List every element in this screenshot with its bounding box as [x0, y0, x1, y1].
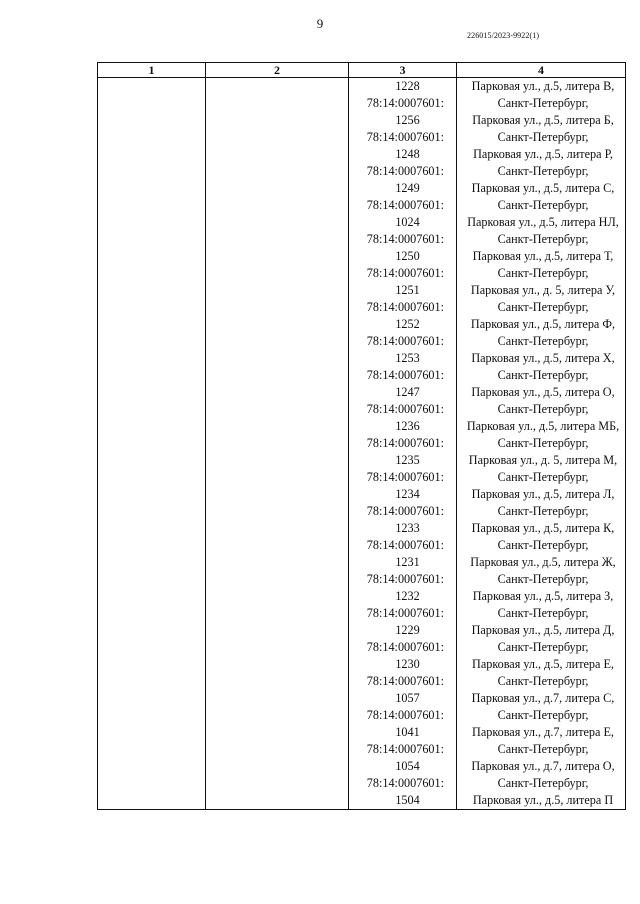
- address-city: Санкт-Петербург,: [497, 708, 589, 722]
- cadastral-number-suffix: 1247: [395, 385, 420, 399]
- cadastral-number-prefix: 78:14:0007601:: [366, 640, 444, 654]
- address-city: Санкт-Петербург,: [497, 130, 589, 144]
- address-city: Санкт-Петербург,: [497, 164, 589, 178]
- cadastral-number-prefix: 78:14:0007601:: [366, 300, 444, 314]
- address-street: Парковая ул., д.5, литера МБ,: [466, 419, 620, 433]
- address-street: Парковая ул., д.5, литера Х,: [471, 351, 615, 365]
- address-street: Парковая ул., д.7, литера Е,: [472, 725, 614, 739]
- address-city: Санкт-Петербург,: [497, 266, 589, 280]
- address-city: Санкт-Петербург,: [497, 742, 589, 756]
- cadastral-number-prefix: 78:14:0007601:: [366, 402, 444, 416]
- address-street: Парковая ул., д.5, литера З,: [472, 589, 614, 603]
- address-street: Парковая ул., д.5, литера Р,: [473, 147, 613, 161]
- address-city: Санкт-Петербург,: [497, 674, 589, 688]
- address-street: Парковая ул., д.5, литера О,: [471, 385, 615, 399]
- address-street: Парковая ул., д. 5, литера У,: [470, 283, 616, 297]
- address-city: Санкт-Петербург,: [497, 402, 589, 416]
- address-street: Парковая ул., д.7, литера О,: [471, 759, 615, 773]
- address-city: Санкт-Петербург,: [497, 640, 589, 654]
- address-street: Парковая ул., д.7, литера С,: [471, 691, 615, 705]
- address-street: Парковая ул., д.5, литера С,: [471, 181, 615, 195]
- cadastral-number-suffix: 1249: [395, 181, 420, 195]
- cadastral-number-suffix: 1229: [395, 623, 420, 637]
- cadastral-number-suffix: 1024: [395, 215, 420, 229]
- address-street: Парковая ул., д.5, литера НЛ,: [467, 215, 619, 229]
- cadastral-number-prefix: 78:14:0007601:: [366, 470, 444, 484]
- address-city: Санкт-Петербург,: [497, 368, 589, 382]
- cadastral-number-suffix: 1233: [395, 521, 420, 535]
- column-header-4: 4: [457, 63, 626, 78]
- cadastral-number-suffix: 1232: [395, 589, 420, 603]
- cadastral-number-suffix: 1235: [395, 453, 420, 467]
- cadastral-number-suffix: 1248: [395, 147, 420, 161]
- cadastral-number-prefix: 78:14:0007601:: [366, 708, 444, 722]
- address-city: Санкт-Петербург,: [497, 776, 589, 790]
- cadastral-number-suffix: 1054: [395, 759, 420, 773]
- cadastral-number-prefix: 78:14:0007601:: [366, 232, 444, 246]
- address-street: Парковая ул., д.5, литера Л,: [471, 487, 615, 501]
- address-city: Санкт-Петербург,: [497, 606, 589, 620]
- cadastral-number-suffix: 1230: [395, 657, 420, 671]
- column-header-2: 2: [206, 63, 349, 78]
- cadastral-number-prefix: 78:14:0007601:: [366, 776, 444, 790]
- address-street: Парковая ул., д.5, литера Е,: [472, 657, 614, 671]
- cadastral-number-prefix: 78:14:0007601:: [366, 674, 444, 688]
- cadastral-number-prefix: 78:14:0007601:: [366, 164, 444, 178]
- cadastral-number-prefix: 78:14:0007601:: [366, 606, 444, 620]
- cadastral-number-prefix: 78:14:0007601:: [366, 436, 444, 450]
- cadastral-number-suffix: 1236: [395, 419, 420, 433]
- cadastral-number-prefix: 78:14:0007601:: [366, 198, 444, 212]
- address-city: Санкт-Петербург,: [497, 96, 589, 110]
- cadastral-number-prefix: 78:14:0007601:: [366, 368, 444, 382]
- cadastral-number-suffix: 1256: [395, 113, 420, 127]
- cell-col-2: [206, 78, 349, 810]
- address-city: Санкт-Петербург,: [497, 232, 589, 246]
- address-city: Санкт-Петербург,: [497, 470, 589, 484]
- address-street: Парковая ул., д.5, литера Д,: [471, 623, 615, 637]
- cadastral-number-suffix: 1250: [395, 249, 420, 263]
- address-city: Санкт-Петербург,: [497, 334, 589, 348]
- address-city: Санкт-Петербург,: [497, 538, 589, 552]
- address-cell: [457, 78, 626, 810]
- address-city: Санкт-Петербург,: [497, 572, 589, 586]
- address-street: Парковая ул., д.5, литера Ж,: [470, 555, 616, 569]
- cadastral-number-prefix: 78:14:0007601:: [366, 96, 444, 110]
- address-city: Санкт-Петербург,: [497, 198, 589, 212]
- page-number: 9: [316, 16, 324, 31]
- cadastral-number-suffix: 1234: [395, 487, 420, 501]
- column-header-1: 1: [98, 63, 206, 78]
- cell-col-1: [98, 78, 206, 810]
- cadastral-number-suffix: 1251: [395, 283, 420, 297]
- address-street: Парковая ул., д.5, литера Б,: [472, 113, 614, 127]
- cadastral-number-suffix: 1504: [395, 793, 420, 807]
- address-city: Санкт-Петербург,: [497, 300, 589, 314]
- address-street: Парковая ул., д. 5, литера М,: [468, 453, 618, 467]
- column-header-3: 3: [349, 63, 457, 78]
- address-street: Парковая ул., д.5, литера В,: [471, 79, 615, 93]
- cadastral-number-prefix: 78:14:0007601:: [366, 572, 444, 586]
- cadastral-number-suffix: 1057: [395, 691, 420, 705]
- address-city: Санкт-Петербург,: [497, 504, 589, 518]
- document-id: 226015/2023-9922(1): [467, 31, 540, 40]
- table-row: [98, 78, 626, 810]
- cadastral-number-suffix: 1252: [395, 317, 420, 331]
- address-city: Санкт-Петербург,: [497, 436, 589, 450]
- table-header-row: [98, 63, 626, 78]
- address-street: Парковая ул., д.5, литера К,: [471, 521, 615, 535]
- cadastral-number-cell: [349, 78, 457, 810]
- data-table: [97, 62, 626, 810]
- cadastral-number-prefix: 78:14:0007601:: [366, 538, 444, 552]
- cadastral-number-suffix: 1041: [395, 725, 420, 739]
- cadastral-number-suffix: 1253: [395, 351, 420, 365]
- cadastral-number-suffix: 1231: [395, 555, 420, 569]
- cadastral-number-prefix: 78:14:0007601:: [366, 130, 444, 144]
- address-street: Парковая ул., д.5, литера П: [472, 793, 614, 807]
- address-street: Парковая ул., д.5, литера Т,: [472, 249, 614, 263]
- cadastral-number-prefix: 78:14:0007601:: [366, 266, 444, 280]
- address-street: Парковая ул., д.5, литера Ф,: [470, 317, 616, 331]
- cadastral-number-prefix: 78:14:0007601:: [366, 504, 444, 518]
- cadastral-number-suffix: 1228: [395, 79, 420, 93]
- cadastral-number-prefix: 78:14:0007601:: [366, 334, 444, 348]
- cadastral-number-prefix: 78:14:0007601:: [366, 742, 444, 756]
